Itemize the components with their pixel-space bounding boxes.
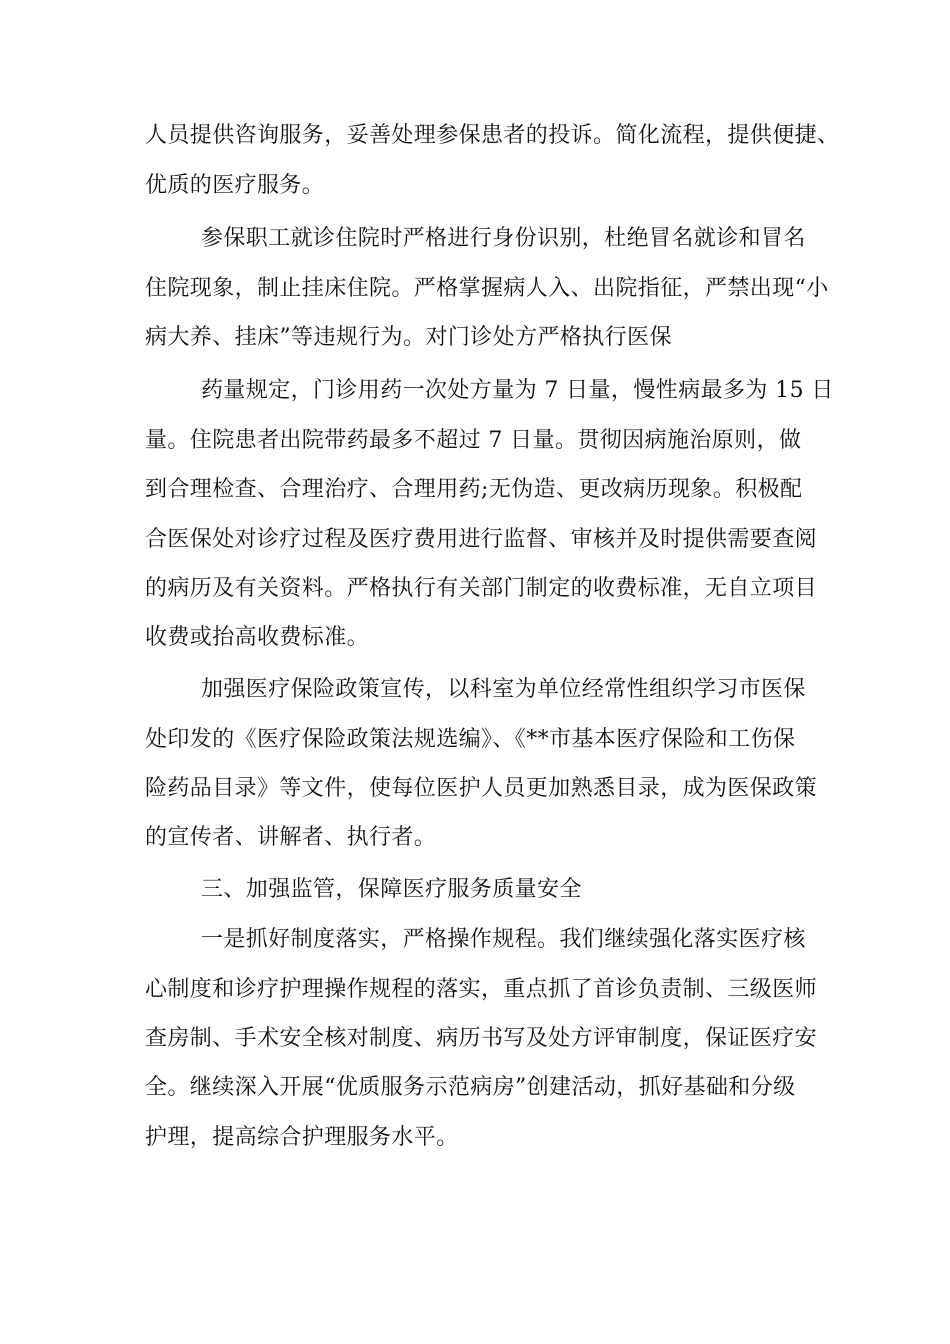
paragraph-line: 到合理检查、合理治疗、合理用药;无伪造、更改病历现象。积极配 <box>145 477 803 502</box>
paragraph-line: 病大养、挂床”等违规行为。对门诊处方严格执行医保 <box>145 325 672 350</box>
paragraph-first-line: 加强医疗保险政策宣传，以科室为单位经常性组织学习市医保 <box>201 677 806 702</box>
paragraph-first-line: 参保职工就诊住院时严格进行身份识别，杜绝冒名就诊和冒名 <box>201 226 806 251</box>
paragraph-line: 人员提供咨询服务，妥善处理参保患者的投诉。简化流程，提供便捷、 <box>145 123 840 148</box>
section-heading: 三、加强监管，保障医疗服务质量安全 <box>201 877 582 902</box>
paragraph-line: 的宣传者、讲解者、执行者。 <box>145 825 437 850</box>
paragraph-line: 查房制、手术安全核对制度、病历书写及处方评审制度，保证医疗安 <box>145 1026 818 1051</box>
paragraph-line: 的病历及有关资料。严格执行有关部门制定的收费标准，无自立项目 <box>145 576 818 601</box>
paragraph-line: 险药品目录》等文件，使每位医护人员更加熟悉目录，成为医保政策 <box>145 776 818 801</box>
paragraph-line: 全。继续深入开展“优质服务示范病房”创建活动，抓好基础和分级 <box>145 1075 796 1100</box>
paragraph-line: 优质的医疗服务。 <box>145 173 325 198</box>
paragraph-line: 心制度和诊疗护理操作规程的落实，重点抓了首诊负责制、三级医师 <box>145 977 818 1002</box>
paragraph-first-line: 药量规定，门诊用药一次处方量为 7 日量，慢性病最多为 15 日 <box>201 378 834 403</box>
paragraph-first-line: 一是抓好制度落实，严格操作规程。我们继续强化落实医疗核 <box>201 927 806 952</box>
paragraph-line: 量。住院患者出院带药最多不超过 7 日量。贯彻因病施治原则，做 <box>145 428 802 453</box>
paragraph-line: 处印发的《医疗保险政策法规选编》、《**市基本医疗保险和工伤保 <box>145 727 796 752</box>
paragraph-line: 收费或抬高收费标准。 <box>145 625 370 650</box>
paragraph-line: 合医保处对诊疗过程及医疗费用进行监督、审核并及时提供需要查阅 <box>145 527 818 552</box>
paragraph-line: 住院现象，制止挂床住院。严格掌握病人入、出院指征，严禁出现“小 <box>145 276 829 301</box>
paragraph-line: 护理，提高综合护理服务水平。 <box>145 1125 459 1150</box>
